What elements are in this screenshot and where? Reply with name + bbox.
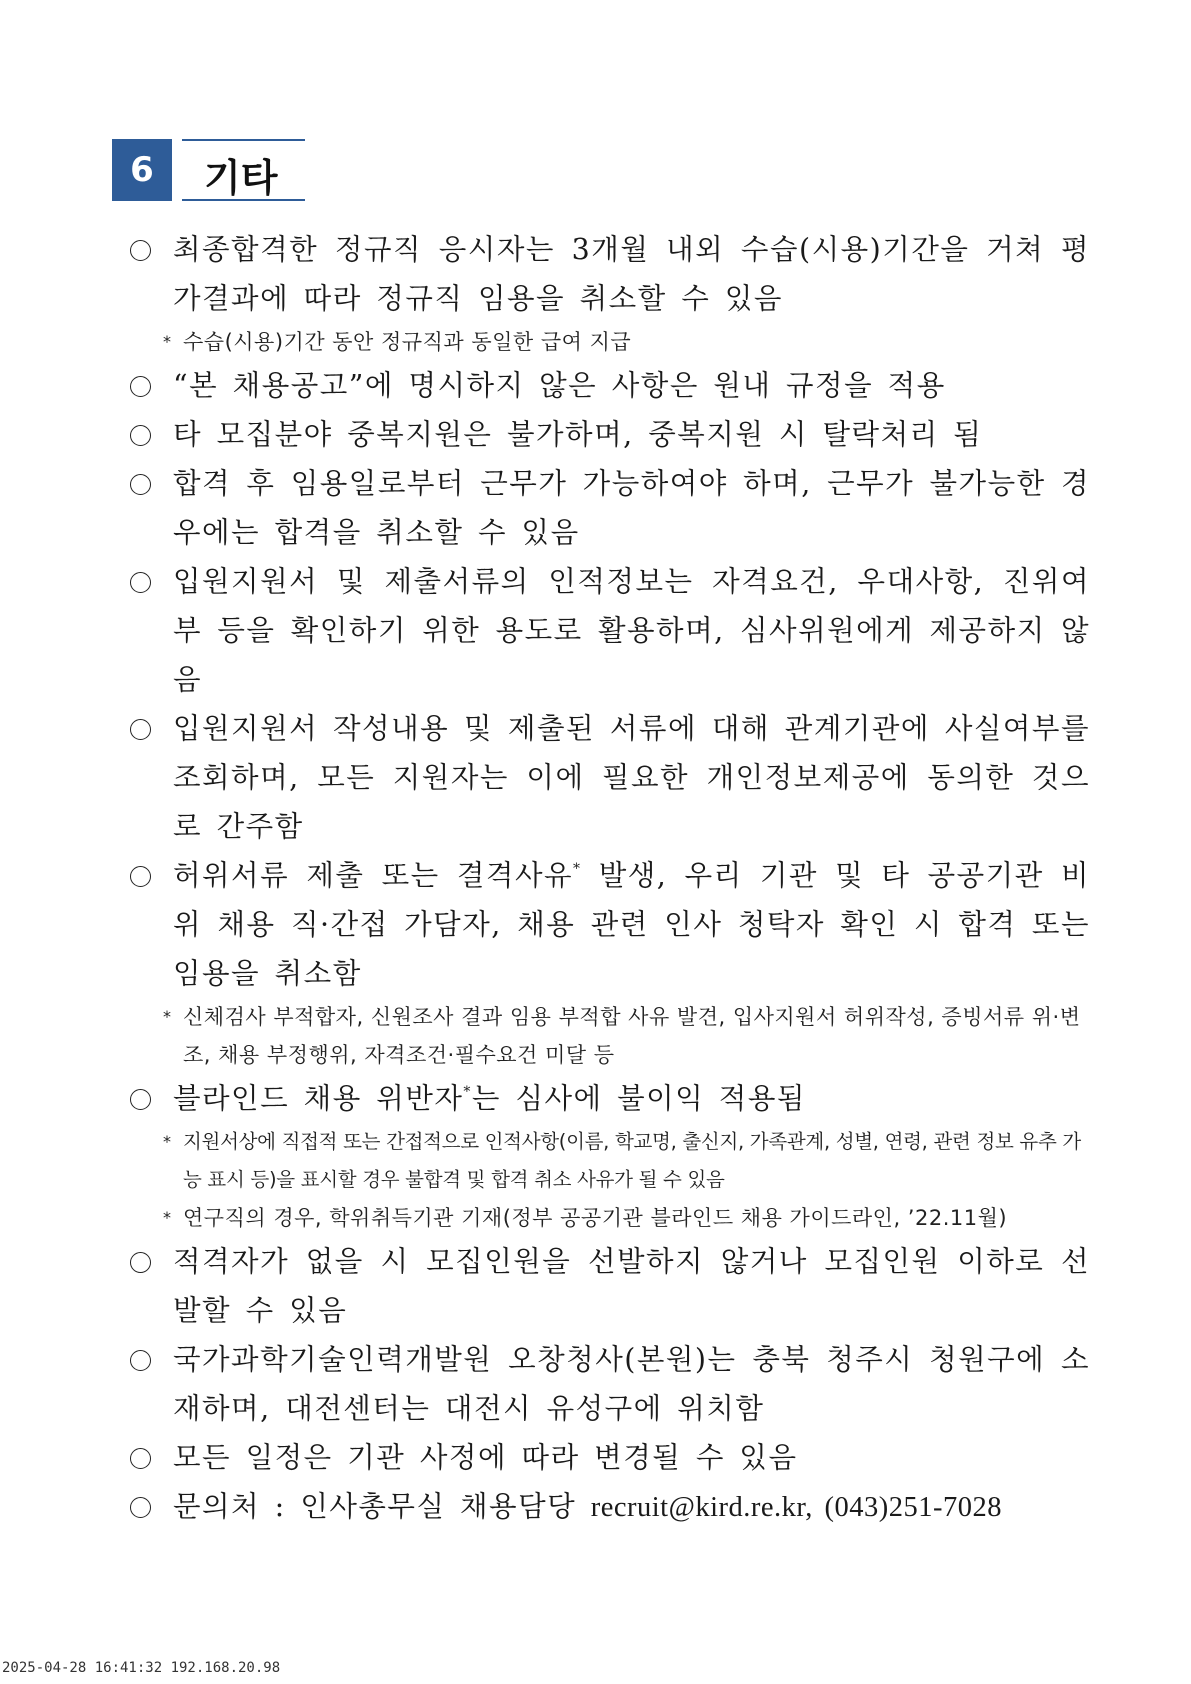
notice-list bbox=[130, 225, 1090, 1532]
circle-bullet-icon bbox=[130, 240, 151, 261]
footnote bbox=[130, 323, 1090, 361]
footnote-text: 연구직의 경우, 학위취득기관 기재(정부 공공기관 블라인드 채용 가이드라인, ’22.11월) bbox=[183, 1206, 1008, 1230]
list-item bbox=[130, 1335, 1090, 1433]
footnote-ref: * bbox=[573, 861, 582, 877]
circle-bullet-icon bbox=[130, 376, 151, 397]
item-text: “본 채용공고”에 명시하지 않은 사항은 원내 규정을 적용 bbox=[173, 369, 946, 402]
list-item bbox=[130, 1074, 1090, 1123]
item-text: 국가과학기술인력개발원 오창청사(본원)는 충북 청주시 청원구에 소재하며, 대전센터는 대전시 유성구에 위치함 bbox=[173, 1343, 1090, 1425]
footnote-ref: * bbox=[463, 1084, 472, 1100]
list-item bbox=[130, 410, 1090, 459]
section-number: 6 bbox=[112, 139, 172, 201]
list-item bbox=[130, 361, 1090, 410]
list-item bbox=[130, 1433, 1090, 1482]
asterisk-marker: * bbox=[163, 1208, 172, 1227]
item-text: 타 모집분야 중복지원은 불가하며, 중복지원 시 탈락처리 됨 bbox=[173, 418, 983, 451]
circle-bullet-icon bbox=[130, 866, 151, 887]
item-text: 입원지원서 작성내용 및 제출된 서류에 대해 관계기관에 사실여부를 조회하며, 모든 지원자는 이에 필요한 개인정보제공에 동의한 것으로 간주함 bbox=[173, 712, 1090, 843]
footnote-text: 신체검사 부적합자, 신원조사 결과 임용 부적합 사유 발견, 입사지원서 허위작성, 증빙서류 위·변조, 채용 부정행위, 자격조건·필수요건 미달 등 bbox=[183, 1005, 1081, 1067]
item-text-part: 는 심사에 불이익 적용됨 bbox=[471, 1082, 806, 1115]
list-item bbox=[130, 1482, 1090, 1532]
circle-bullet-icon bbox=[130, 425, 151, 446]
item-text: 입원지원서 및 제출서류의 인적정보는 자격요건, 우대사항, 진위여부 등을 확인하기 위한 용도로 활용하며, 심사위원에게 제공하지 않음 bbox=[173, 565, 1090, 696]
item-text: 최종합격한 정규직 응시자는 3개월 내외 수습(시용)기간을 거쳐 평가결과에 따라 정규직 임용을 취소할 수 있음 bbox=[173, 233, 1091, 315]
asterisk-marker: * bbox=[163, 1007, 172, 1026]
item-text-part: 발생, 우리 기관 및 타 공공기관 비위 채용 직·간접 가담자, 채용 관련 인사 청탁자 확인 시 합격 또는 임용을 취소함 bbox=[173, 859, 1090, 990]
list-item bbox=[130, 851, 1090, 998]
footnote bbox=[130, 1123, 1090, 1199]
item-text-part: 블라인드 채용 위반자 bbox=[173, 1082, 464, 1115]
list-item bbox=[130, 1237, 1090, 1335]
circle-bullet-icon bbox=[130, 1252, 151, 1273]
item-text: 합격 후 임용일로부터 근무가 가능하여야 하며, 근무가 불가능한 경우에는 합격을 취소할 수 있음 bbox=[173, 467, 1090, 549]
circle-bullet-icon bbox=[130, 474, 151, 495]
print-timestamp: 2025-04-28 16:41:32 192.168.20.98 bbox=[2, 1660, 281, 1676]
section-title-frame bbox=[182, 139, 305, 201]
item-text bbox=[173, 851, 1090, 998]
asterisk-marker: * bbox=[163, 332, 172, 351]
footnote-text: 수습(시용)기간 동안 정규직과 동일한 급여 지급 bbox=[183, 330, 632, 354]
circle-bullet-icon bbox=[130, 1350, 151, 1371]
item-text: 모든 일정은 기관 사정에 따라 변경될 수 있음 bbox=[173, 1441, 798, 1474]
contact-info: recruit@kird.re.kr, (043)251-7028 bbox=[590, 1492, 1002, 1523]
footnote bbox=[130, 998, 1090, 1074]
footnote bbox=[130, 1199, 1090, 1237]
list-item bbox=[130, 225, 1090, 323]
item-text-part: 문의처 : 인사총무실 채용담당 bbox=[173, 1490, 591, 1523]
circle-bullet-icon bbox=[130, 1448, 151, 1469]
list-item bbox=[130, 557, 1090, 704]
section-title: 기타 bbox=[204, 156, 278, 200]
circle-bullet-icon bbox=[130, 1497, 151, 1518]
list-item bbox=[130, 459, 1090, 557]
circle-bullet-icon bbox=[130, 572, 151, 593]
item-text bbox=[173, 1074, 1090, 1123]
item-text: 적격자가 없을 시 모집인원을 선발하지 않거나 모집인원 이하로 선발할 수 있음 bbox=[173, 1245, 1090, 1327]
item-text bbox=[173, 1482, 1090, 1532]
item-text-part: 허위서류 제출 또는 결격사유 bbox=[173, 859, 574, 892]
footnote-text: 지원서상에 직접적 또는 간접적으로 인적사항(이름, 학교명, 출신지, 가족관계, 성별, 연령, 관련 정보 유추 가능 표시 등)을 표시할 경우 불합격 및 합격 취소 사유가 될 수 있음 bbox=[183, 1130, 1081, 1191]
asterisk-marker: * bbox=[163, 1132, 171, 1151]
circle-bullet-icon bbox=[130, 1089, 151, 1110]
circle-bullet-icon bbox=[130, 719, 151, 740]
list-item bbox=[130, 704, 1090, 851]
